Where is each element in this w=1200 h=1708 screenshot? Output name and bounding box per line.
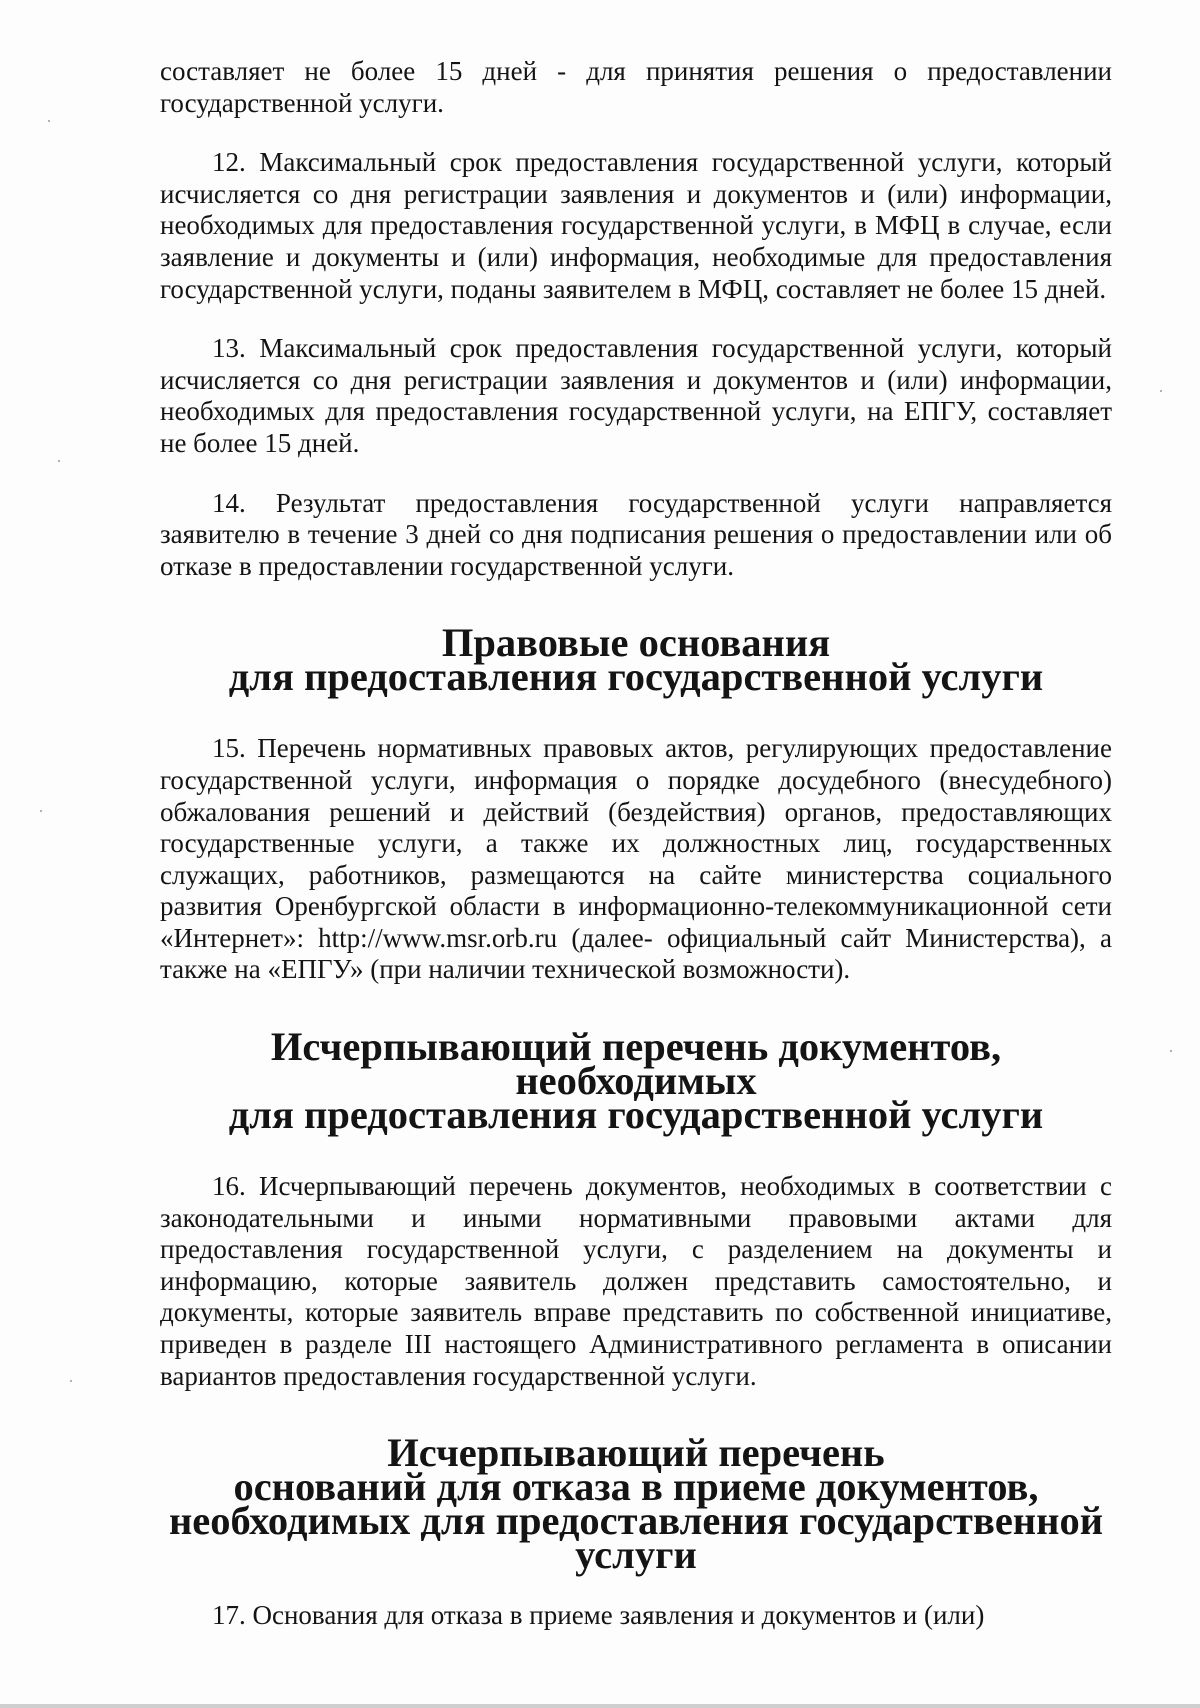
paragraph-12: 12. Максимальный срок предоставления государственной услуги, который исчисляется со дня регистрации заявления и документов и (или) информации, необходимых для предоставления государственной услуги, в МФЦ в случае, если заявление и документы и (или) информация, необходимые для предоставления государственной услуги, поданы заявителем в МФЦ, составляет не более 15 дней. [160, 147, 1112, 304]
paragraph-13: 13. Максимальный срок предоставления государственной услуги, который исчисляется со дня регистрации заявления и документов и (или) информации, необходимых для предоставления государственной услуги, на ЕПГУ, составляет не более 15 дней. [160, 333, 1112, 458]
paragraph-continuation: составляет не более 15 дней - для принятия решения о предоставлении государственной услуги. [160, 56, 1112, 118]
heading-legal-basis-line-1: Правовые основания [441, 620, 831, 666]
scan-bottom-edge [0, 1704, 1200, 1708]
scan-speck [58, 460, 60, 462]
paragraph-16: 16. Исчерпывающий перечень документов, необходимых в соответствии с законодательными и иными нормативными правовыми актами для предоставления государственной услуги, с разделением на документы и информацию, которые заявитель должен представить самостоятельно, и документы, которые заявитель вправе представить по собственной инициативе, приведен в разделе III настоящего Административного регламента в описании вариантов предоставления государственной услуги. [160, 1171, 1112, 1391]
scan-speck [1160, 390, 1162, 392]
heading-documents-list-line-2: для предоставления государственной услуги [228, 1092, 1044, 1138]
paragraph-17: 17. Основания для отказа в приеме заявления и документов и (или) [212, 1600, 985, 1631]
paragraph-15: 15. Перечень нормативных правовых актов, регулирующих предоставление государственной услуги, информация о порядке досудебного (внесудебного) обжалования решений и действий (бездействия) органов, предоставляющих государственные услуги, а также их должностных лиц, государственных служащих, работников, размещаются на сайте министерства социального развития Оренбургской области в информационно-телекоммуникационной сети «Интернет»: http://www.msr.orb.ru (далее- официальный сайт Министерства), а также на «ЕПГУ» (при наличии технической возможности). [160, 733, 1112, 985]
heading-legal-basis [160, 620, 1112, 700]
scan-speck [1170, 1050, 1172, 1052]
heading-refusal-grounds-line-2: оснований для отказа в приеме документов, [233, 1464, 1039, 1510]
heading-documents-list [160, 1024, 1112, 1138]
document-body [160, 56, 1112, 1632]
paragraph-14: 14. Результат предоставления государственной услуги направляется заявителю в течение 3 дней со дня подписания решения о предоставлении или об отказе в предоставлении государственной услуги. [160, 487, 1112, 581]
scan-speck [40, 810, 42, 812]
heading-documents-list-line-1: Исчерпывающий перечень документов, необходимых [270, 1024, 1002, 1104]
heading-refusal-grounds-line-1: Исчерпывающий перечень [387, 1430, 885, 1476]
scan-speck [70, 1380, 72, 1382]
scan-speck [48, 120, 50, 122]
heading-refusal-grounds [160, 1430, 1112, 1578]
heading-legal-basis-line-2: для предоставления государственной услуги [228, 654, 1044, 700]
heading-refusal-grounds-line-3: необходимых для предоставления государственной услуги [168, 1498, 1104, 1578]
